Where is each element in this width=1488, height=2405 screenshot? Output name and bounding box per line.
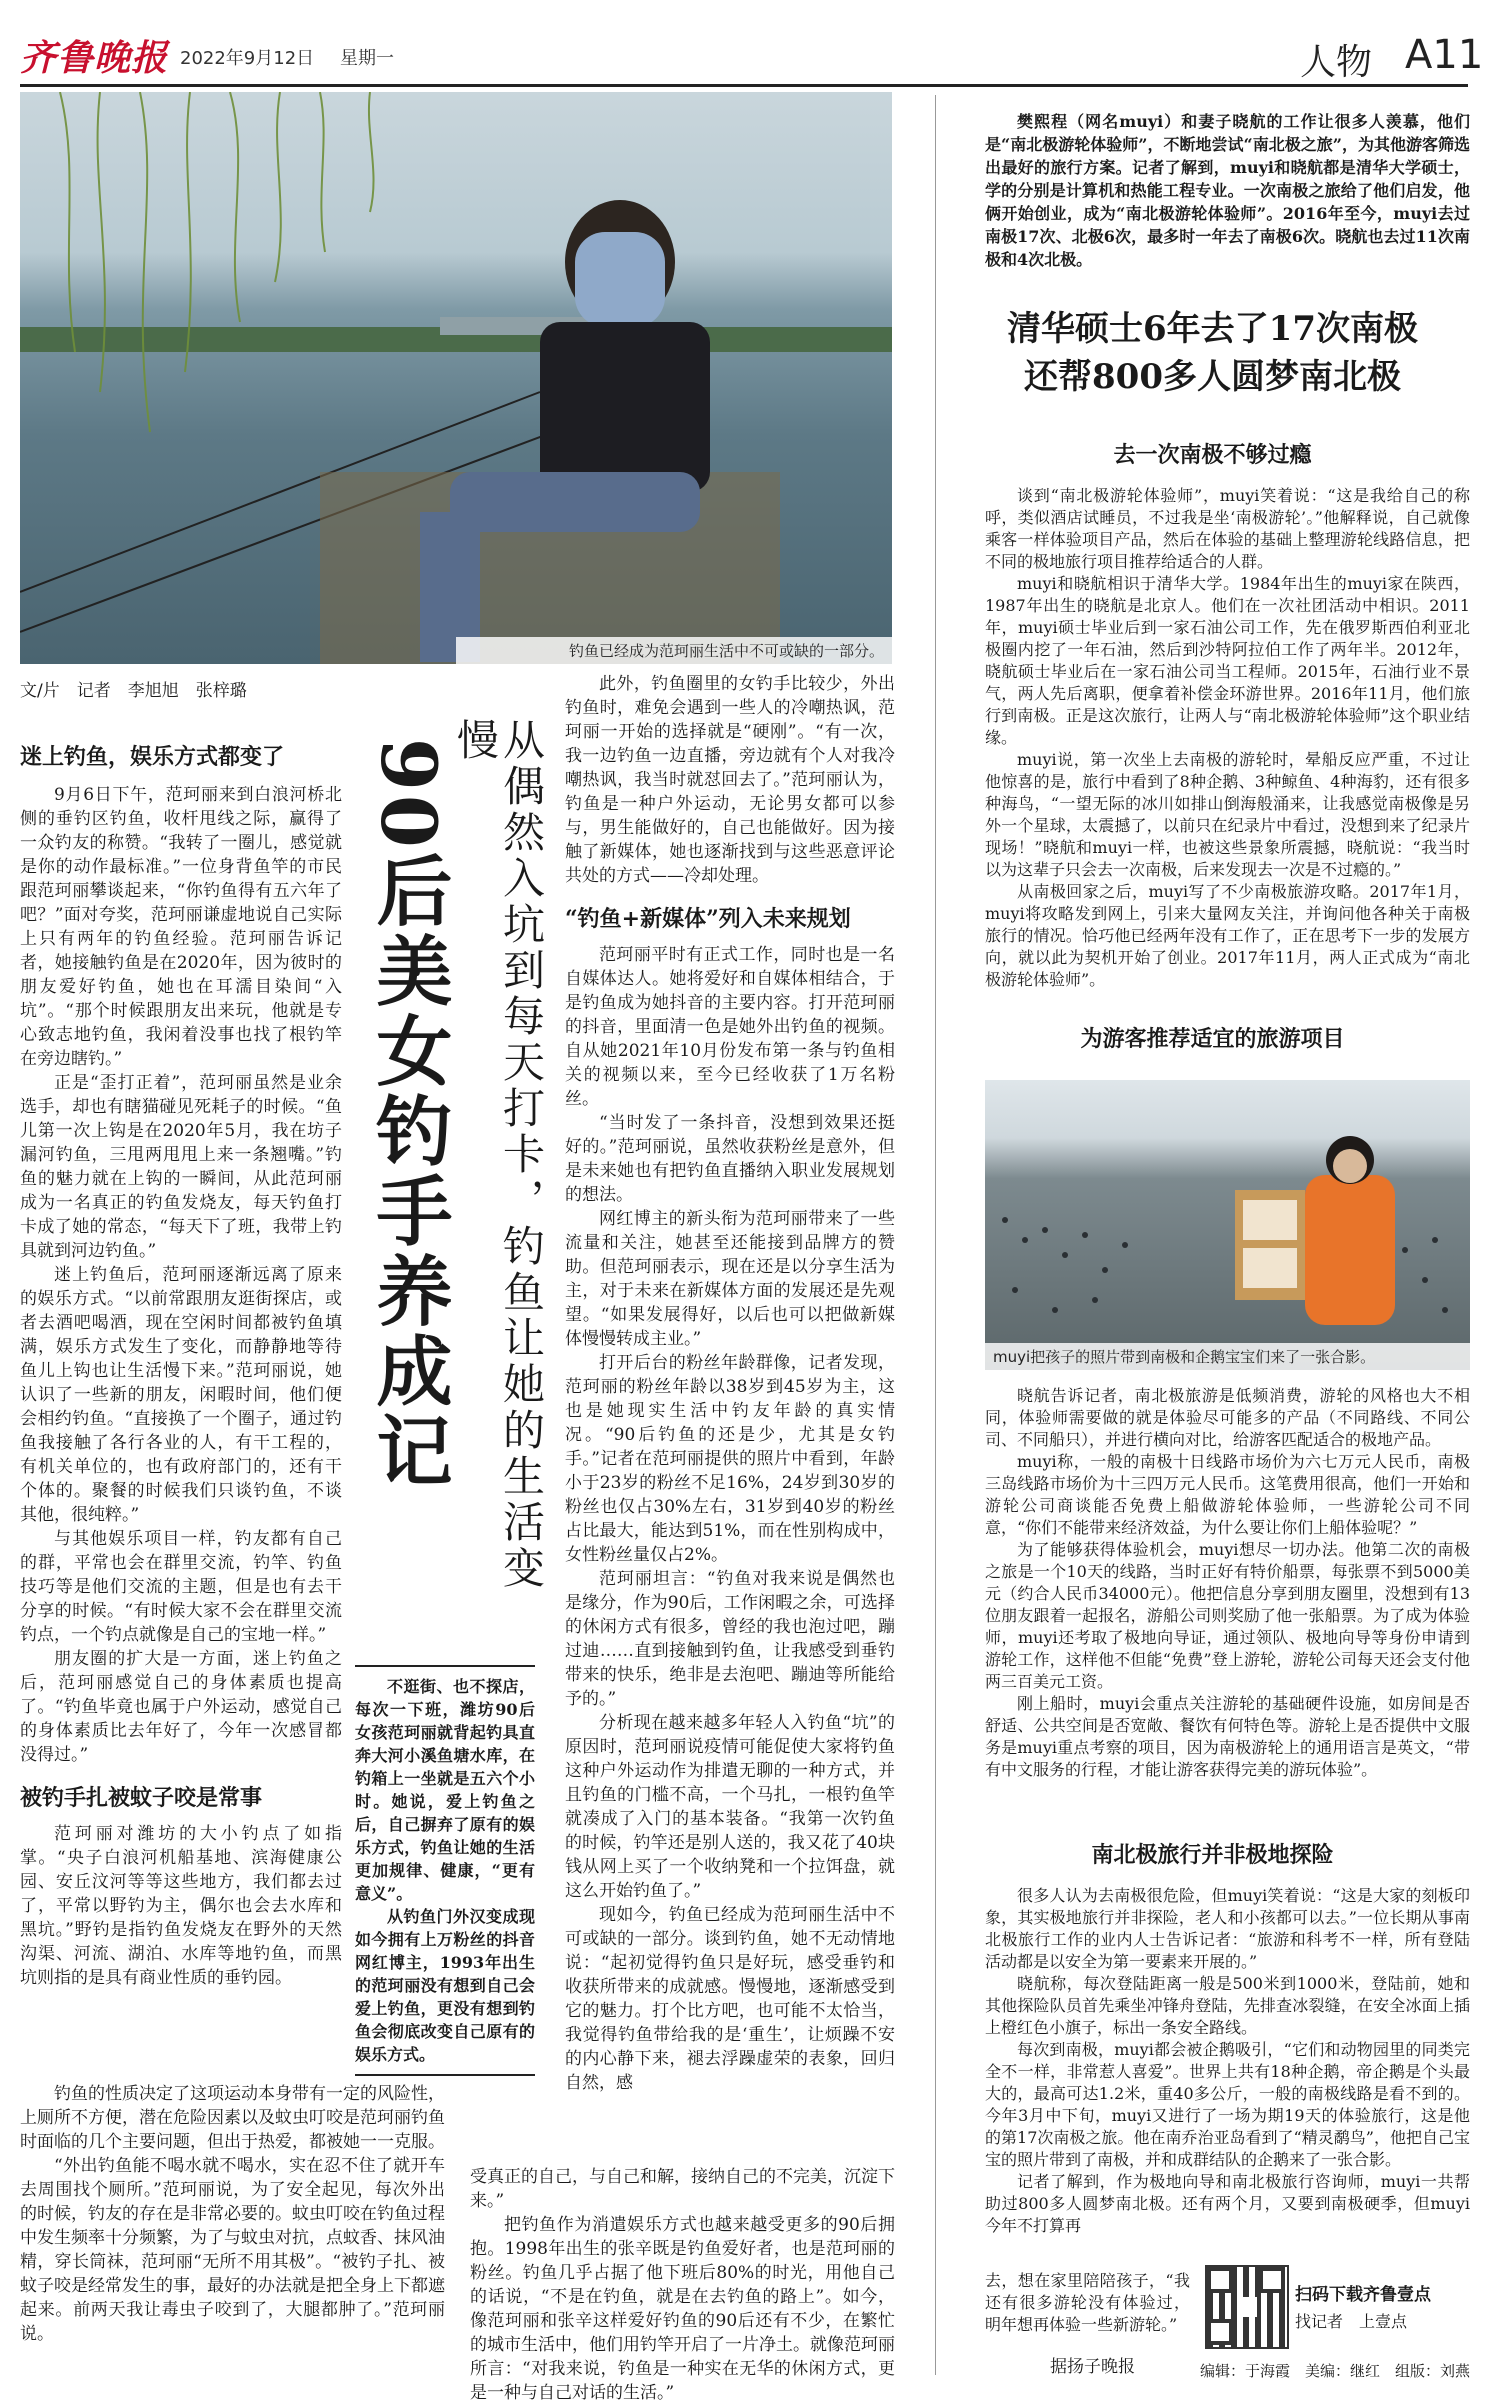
left-wide-text	[20, 2082, 445, 2346]
penguin-photo-caption: muyi把孩子的照片带到南极和企鹅宝宝们来了一张合影。	[985, 1343, 1470, 1370]
paragraph: 为了能够获得体验机会，muyi想尽一切办法。他第二次的南极之旅是一个10天的线路，当时正好有特价船票，每张票不到5000美元（约合人民币34000元）。他把信息分享到朋友圈里，没想到有13位朋友跟着一起报名，游船公司则奖励了他一张船票。为了成为体验师，muyi还考取了极地向导证，通过领队、极地向导等身份申请到游轮工作，这样他不但能“免费”登上游轮，游轮公司每天还会支付他两三百美元工资。	[985, 1540, 1470, 1691]
paragraph: 正是“歪打正着”，范珂丽虽然是业余选手，却也有瞎猫碰见死耗子的时候。“鱼儿第一次上钩是在2020年5月，我在坊子漏河钓鱼，三甩两甩甩上来一条翘嘴。”钓鱼的魅力就在上钩的一瞬间，从此范珂丽成为一名真正的钓鱼发烧友，每天钓鱼打卡成了她的常态，“每天下了班，我带上钓具就到河边钓鱼。”	[20, 1073, 342, 1261]
fishing-photo-art	[20, 92, 892, 664]
paragraph: 范珂丽坦言：“钓鱼对我来说是偶然也是缘分，作为90后，工作闲暇之余，可选择的休闲方式有很多，曾经的我也泡过吧，蹦过迪……直到接触到钓鱼，让我感受到垂钓带来的快乐，绝非是去泡吧、蹦迪等所能给予的。”	[565, 1569, 895, 1709]
paragraph: 与其他娱乐项目一样，钓友都有自己的群，平常也会在群里交流，钓竿、钓鱼技巧等是他们交流的主题，但是也有去干分享的时候。“有时候大家不会在群里交流钓点，一个钓点就像是自己的宝地一样。”	[20, 1529, 342, 1645]
right-subhead-1: 去一次南极不够过瘾	[1113, 442, 1312, 468]
right-text-3	[985, 1885, 1470, 2237]
paragraph: 分析现在越来越多年轻人入钓鱼“坑”的原因时，范珂丽说疫情可能促使大家将钓鱼这种户外运动作为排遣无聊的一种方式，并且钓鱼的门槛不高，一个马扎，一根钓鱼竿就凑成了入门的基本装备。“我第一次钓鱼的时候，钓竿还是别人送的，我又花了40块钱从网上买了一个收纳凳和一个拉饵盘，就这么开始钓鱼了。”	[565, 1713, 895, 1901]
paragraph: 现如今，钓鱼已经成为范珂丽生活中不可或缺的一部分。谈到钓鱼，她不无动情地说：“起初觉得钓鱼只是好玩，感受垂钓和收获所带来的成就感。慢慢地，逐渐感受到它的魅力。打个比方吧，也可能不太恰当，我觉得钓鱼带给我的是‘重生’，让烦躁不安的内心静下来，褪去浮躁虚荣的表象，回归自然，感	[565, 1905, 895, 2093]
paragraph: 晓航告诉记者，南北极旅游是低频消费，游轮的风格也大不相同，体验师需要做的就是体验尽可能多的产品（不同路线、不同公司、不同船只），并进行横向对比，给游客匹配适合的极地产品。	[985, 1386, 1470, 1449]
right-text-1	[985, 485, 1470, 991]
paragraph: 去，想在家里陪陪孩子，“我还有很多游轮没有体验过，明年想再体验一些新游轮。”	[985, 2271, 1190, 2334]
left-column-2	[565, 672, 895, 2095]
paragraph: 刚上船时，muyi会重点关注游轮的基础硬件设施，如房间是否舒适、公共空间是否宽敞、餐饮有何特色等。游轮上是否提供中文服务是muyi重点考察的项目，因为南极游轮上的通用语言是英文，“带有中文服务的行程，才能让游客获得完美的游玩体验”。	[985, 1694, 1470, 1779]
qr-code[interactable]	[1205, 2265, 1289, 2349]
newspaper-logo: 齐鲁晚报	[20, 37, 169, 79]
paragraph: 范珂丽对潍坊的大小钓点了如指掌。“央子白浪河机船基地、滨海健康公园、安丘汶河等等这些地方，我们都去过了，平常以野钓为主，偶尔也会去水库和黑坑。”野钓是指钓鱼发烧友在野外的天然沟渠、河流、湖泊、水库等地钓鱼，而黑坑则指的是具有商业性质的垂钓园。	[20, 1824, 342, 1988]
section-name: 人物	[1300, 42, 1373, 83]
paragraph: “外出钓鱼能不喝水就不喝水，实在忍不住了就开车去周围找个厕所。”范珂丽说，为了安全起见，每次外出的时候，钓友的存在是非常必要的。蚊虫叮咬在钓鱼过程中发生频率十分频繁，为了与蚊虫对抗，点蚊香、抹风油精，穿长筒袜，范珂丽“无所不用其极”。“被钓子扎、被蚊子咬是经常发生的事，最好的办法就是把全身上下都遮起来。前两天我让毒虫子咬到了，大腿都肿了。”范珂丽说。	[20, 2156, 445, 2344]
paragraph: “当时发了一条抖音，没想到效果还挺好的。”范珂丽说，虽然收获粉丝是意外，但是未来她也有把钓鱼直播纳入职业发展规划的想法。	[565, 1113, 895, 1205]
source-credit: 据扬子晚报	[1050, 2357, 1135, 2377]
paragraph: 谈到“南北极游轮体验师”，muyi笑着说：“这是我给自己的称呼，类似酒店试睡员，不过我是坐‘南极游轮’。”他解释说，自己就像乘客一样体验项目产品，然后在体验的基础上整理游轮线路信息，把不同的极地旅行项目推荐给适合的人群。	[985, 486, 1470, 571]
right-headline-line1: 清华硕士6年去了17次南极	[1007, 309, 1418, 349]
masthead	[20, 30, 1484, 83]
paragraph: 此外，钓鱼圈里的女钓手比较少，外出钓鱼时，难免会遇到一些人的冷嘲热讽，范珂丽一开始的选择就是“硬刚”。“有一次，我一边钓鱼一边直播，旁边就有个人对我冷嘲热讽，我当时就怼回去了。”范珂丽认为，钓鱼是一种户外运动，无论男女都可以参与，男生能做好的，自己也能做好。因为接触了新媒体，她也逐渐找到与这些恶意评论共处的方式——冷却处理。	[565, 674, 895, 886]
byline: 文/片 记者 李旭旭 张梓璐	[20, 681, 247, 701]
subhead-mosquito: 被钓手扎被蚊子咬是常事	[20, 1785, 263, 1811]
right-text-3b	[985, 2270, 1190, 2336]
penguin-photo-art	[985, 1080, 1470, 1370]
editor-credit: 编辑：于海霞 美编：继红 组版：刘燕	[1200, 2362, 1471, 2380]
summary-paragraph: 从钓鱼门外汉变成现如今拥有上万粉丝的抖音网红博主，1993年出生的范珂丽没有想到自己会爱上钓鱼，更没有想到钓鱼会彻底改变自己原有的娱乐方式。	[355, 1907, 535, 2064]
right-headline	[955, 305, 1470, 401]
paragraph: 打开后台的粉丝年龄群像，记者发现，范珂丽的粉丝年龄以38岁到45岁为主，这也是她现实生活中钓友年龄的真实情况。“90后钓鱼的还是少，尤其是女钓手。”记者在范珂丽提供的照片中看到，年龄小于23岁的粉丝不足16%，24岁到30岁的粉丝也仅占30%左右，31岁到40岁的粉丝占比最大，能达到51%，而在性别构成中，女性粉丝量仅占2%。	[565, 1353, 895, 1565]
col1a-text	[20, 783, 342, 1767]
paragraph: 从南极回家之后，muyi写了不少南极旅游攻略。2017年1月，muyi将攻略发到网上，引来大量网友关注，并询问他各种关于南极旅行的情况。恰巧他已经两年没有工作了，正在思考下一步的发展方向，就以此为契机开始了创业。2017年11月，两人正式成为“南北极游轮体验师”。	[985, 882, 1470, 989]
right-intro: 樊熙程（网名muyi）和妻子晓航的工作让很多人羡慕，他们是“南北极游轮体验师”，不断地尝试“南北极之旅”，为其他游客筛选出最好的旅行方案。记者了解到，muyi和晓航都是清华大学硕士，学的分别是计算机和热能工程专业。一次南极之旅给了他们启发，他俩开始创业，成为“南北极游轮体验师”。2016年至今，muyi去过南极17次、北极6次，最多时一年去了南极6次。晓航也去过11次南极和4次北极。	[985, 112, 1470, 269]
headline-main: 90后美女钓手养成记	[364, 738, 453, 1492]
paragraph: muyi和晓航相识于清华大学。1984年出生的muyi家在陕西，1987年出生的晓航是北京人。他们在一次社团活动中相识。2011年，muyi硕士毕业后到一家石油公司工作，先在俄罗斯西伯利亚北极圈内挖了一年石油，然后到沙特阿拉伯工作了两年半。2012年，晓航硕士毕业后在一家石油公司当工程师。2015年，石油行业不景气，两人先后离职，便拿着补偿金环游世界。2016年11月，他们旅行到南极。正是这次旅行，让两人与“南北极游轮体验师”这个职业结缘。	[985, 574, 1470, 747]
masthead-rule	[20, 84, 1468, 87]
left-wide-text-2	[470, 2165, 895, 2405]
issue-date: 2022年9月12日	[180, 48, 315, 69]
penguin-photo	[985, 1080, 1470, 1370]
fishing-photo	[20, 92, 892, 664]
paragraph: muyi说，第一次坐上去南极的游轮时，晕船反应严重，不过让他惊喜的是，旅行中看到了8种企鹅、3种鲸鱼、4种海豹，还有很多种海鸟，“一望无际的冰川如排山倒海般涌来，让我感觉南极像是另外一个星球，太震撼了，以前只在纪录片中看过，没想到来了纪录片现场！”晓航和muyi一样，也被这些景象所震撼，晓航说：“我当时以为这辈子只会去一次南极，后来发现去一次是不过瘾的。”	[985, 750, 1470, 879]
page-number: A11	[1405, 32, 1484, 78]
paragraph: 很多人认为去南极很危险，但muyi笑着说：“这是大家的刻板印象，其实极地旅行并非探险，老人和小孩都可以去。”一位长期从事南北极旅行工作的业内人士告诉记者：“旅游和科考不一样，所有登陆活动都是以安全为第一要素来开展的。”	[985, 1886, 1470, 1971]
paragraph: 把钓鱼作为消遣娱乐方式也越来越受更多的90后拥抱。1998年出生的张辛既是钓鱼爱好者，也是范珂丽的粉丝。钓鱼几乎占据了他下班后80%的时光，用他自己的话说，“不是在钓鱼，就是在去钓鱼的路上”。如今，像范珂丽和张辛这样爱好钓鱼的90后还有不少，在繁忙的城市生活中，他们用钓竿开启了一片净土。就像范珂丽所言：“对我来说，钓鱼是一种实在无华的休闲方式，更是一种与自己对话的生活。”	[470, 2215, 895, 2403]
paragraph: 范珂丽平时有正式工作，同时也是一名自媒体达人。她将爱好和自媒体相结合，于是钓鱼成为她抖音的主要内容。打开范珂丽的抖音，里面清一色是她外出钓鱼的视频。自从她2021年10月份发布第一条与钓鱼相关的视频以来，至今已经收获了1万名粉丝。	[565, 945, 895, 1109]
subhead-newmedia: “钓鱼+新媒体”列入未来规划	[565, 906, 851, 932]
right-subhead-3: 南北极旅行并非极地探险	[1091, 1842, 1334, 1868]
qr-line-2: 找记者 上壹点	[1295, 2312, 1408, 2331]
paragraph: 晓航称，每次登陆距离一般是500米到1000米，登陆前，她和其他探险队员首先乘坐冲锋舟登陆，先排查冰裂缝，在安全冰面上插上橙红色小旗子，标出一条安全路线。	[985, 1974, 1470, 2037]
issue-weekday: 星期一	[340, 48, 394, 69]
right-text-2	[985, 1385, 1470, 1781]
paragraph: 网红博主的新头衔为范珂丽带来了一些流量和关注，她甚至还能接到品牌方的赞助。但范珂丽表示，现在还是以分享生活为主，对于未来在新媒体方面的发展还是先观望。“如果发展得好，以后也可以把做新媒体慢慢转成主业。”	[565, 1209, 895, 1349]
paragraph: 钓鱼的性质决定了这项运动本身带有一定的风险性，上厕所不方便，潜在危险因素以及蚊虫叮咬是范珂丽钓鱼时面临的几个主要问题，但出于热爱，都被她一一克服。	[20, 2084, 445, 2152]
fishing-photo-caption: 钓鱼已经成为范珂丽生活中不可或缺的一部分。	[456, 637, 892, 664]
paragraph: muyi称，一般的南极十日线路市场价为六七万元人民币，南极三岛线路市场价为十三四万元人民币。这笔费用很高，他们一开始和游轮公司商谈能否免费上船做游轮体验师，一些游轮公司不同意，“你们不能带来经济效益，为什么要让你们上船体验呢？”	[985, 1452, 1470, 1537]
qr-line-1: 扫码下载齐鲁壹点	[1295, 2285, 1431, 2305]
summary-box	[355, 1665, 535, 2076]
right-headline-line2: 还帮800多人圆梦南北极	[1024, 357, 1401, 397]
paragraph: 迷上钓鱼后，范珂丽逐渐远离了原来的娱乐方式。“以前常跟朋友逛街探店，或者去酒吧喝酒，现在空闲时间都被钓鱼填满，娱乐方式发生了变化，而静静地等待鱼儿上钩也让生活慢下来。”范珂丽说，她认识了一些新的朋友，闲暇时间，他们便会相约钓鱼。“直接换了一个圈子，通过钓鱼我接触了各行各业的人，有干工程的，有机关单位的，也有政府部门的，还有干个体的。聚餐的时候我们只谈钓鱼，不谈其他，很纯粹。”	[20, 1265, 342, 1525]
qr-icon	[1207, 2267, 1287, 2347]
paragraph: 受真正的自己，与自己和解，接纳自己的不完美，沉淀下来。”	[470, 2167, 895, 2211]
summary-paragraph: 不逛街、也不探店，每次一下班，潍坊90后女孩范珂丽就背起钓具直奔大河小溪鱼塘水库，在钓箱上一坐就是五六个小时。她说，爱上钓鱼之后，自己摒弃了原有的娱乐方式，钓鱼让她的生活更加规律、健康，“更有意义”。	[355, 1677, 535, 1903]
paragraph: 每次到南极，muyi都会被企鹅吸引，“它们和动物园里的同类完全不一样，非常惹人喜爱”。世界上共有18种企鹅，帝企鹅是个头最大的，最高可达1.2米，重40多公斤，一般的南极线路是看不到的。今年3月中下旬，muyi又进行了一场为期19天的体验旅行，这是他的第17次南极之旅。他在南乔治亚岛看到了“精灵鹬鸟”，他把自己宝宝的照片带到了南极，并和成群结队的企鹅来了一张合影。	[985, 2040, 1470, 2169]
headline-deck: 从偶然入坑到每天打卡，钓鱼让她的生活变慢	[451, 718, 546, 1592]
paragraph: 记者了解到，作为极地向导和南北极旅行咨询师，muyi一共帮助过800多人圆梦南北极。还有两个月，又要到南极硬季，但muyi今年不打算再	[985, 2172, 1470, 2235]
left-column-1	[20, 740, 342, 1990]
subhead-addicted: 迷上钓鱼，娱乐方式都变了	[20, 744, 285, 770]
right-subhead-2: 为游客推荐适宜的旅游项目	[1080, 1026, 1345, 1052]
qr-text	[1295, 2280, 1470, 2332]
paragraph: 9月6日下午，范珂丽来到白浪河桥北侧的垂钓区钓鱼，收杆甩线之际，赢得了一众钓友的称赞。“我转了一圈儿，感觉就是你的动作最标准。”一位身背鱼竿的市民跟范珂丽攀谈起来，“你钓鱼得有五六年了吧？”面对夸奖，范珂丽谦虚地说自己实际上只有两年的钓鱼经验。范珂丽告诉记者，她接触钓鱼是在2020年，因为彼时的朋友爱好钓鱼，她也在耳濡目染间“入坑”。“那个时候跟朋友出来玩，他就是专心致志地钓鱼，我闲着没事也找了根钓竿在旁边瞎钓。”	[20, 785, 342, 1069]
column-divider	[935, 95, 936, 2375]
paragraph: 朋友圈的扩大是一方面，迷上钓鱼之后，范珂丽感觉自己的身体素质也提高了。“钓鱼毕竟也属于户外运动，感觉自己的身体素质比去年好了，今年一次感冒都没得过。”	[20, 1649, 342, 1765]
